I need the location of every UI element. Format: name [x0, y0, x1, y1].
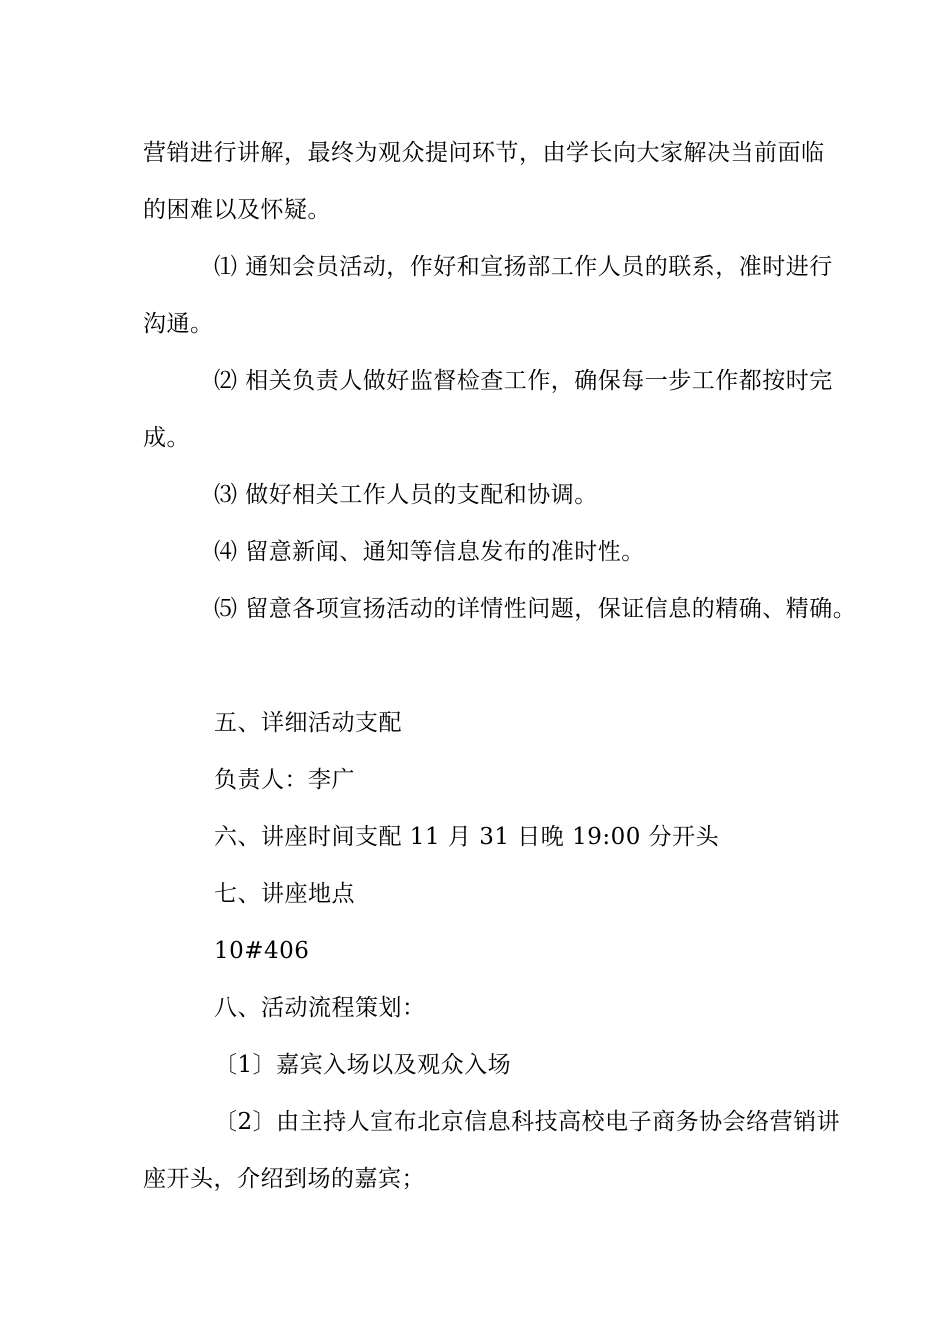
list-item-2: ⑵ 相关负责人做好监督检查工作，确保每一步工作都按时完 [214, 368, 833, 394]
section-heading-8: 八、活动流程策划： [214, 995, 426, 1021]
paragraph-line: 的困难以及怀疑。 [143, 197, 331, 223]
list-item-5: ⑸ 留意各项宣扬活动的详情性问题，保证信息的精确、精确。 [214, 596, 857, 622]
list-item-1-continuation: 沟通。 [143, 311, 214, 337]
process-item-2-continuation: 座开头，介绍到场的嘉宾； [143, 1166, 425, 1192]
lecture-location: 10#406 [214, 938, 310, 964]
list-item-4: ⑷ 留意新闻、通知等信息发布的准时性。 [214, 539, 645, 565]
section-heading-7: 七、讲座地点 [214, 881, 355, 907]
paragraph-line: 营销进行讲解，最终为观众提问环节，由学长向大家解决当前面临 [143, 140, 825, 166]
list-item-1: ⑴ 通知会员活动，作好和宣扬部工作人员的联系，准时进行 [214, 254, 833, 280]
list-item-2-continuation: 成。 [143, 425, 190, 451]
responsible-person: 负责人：李广 [214, 767, 355, 793]
section-heading-6: 六、讲座时间支配 11 月 31 日晚 19:00 分开头 [214, 824, 720, 850]
process-item-1: 〔1〕嘉宾入场以及观众入场 [214, 1052, 512, 1078]
section-heading-5: 五、详细活动支配 [214, 710, 402, 736]
list-item-3: ⑶ 做好相关工作人员的支配和协调。 [214, 482, 598, 508]
process-item-2: 〔2〕由主持人宣布北京信息科技高校电子商务协会络营销讲 [214, 1109, 841, 1135]
